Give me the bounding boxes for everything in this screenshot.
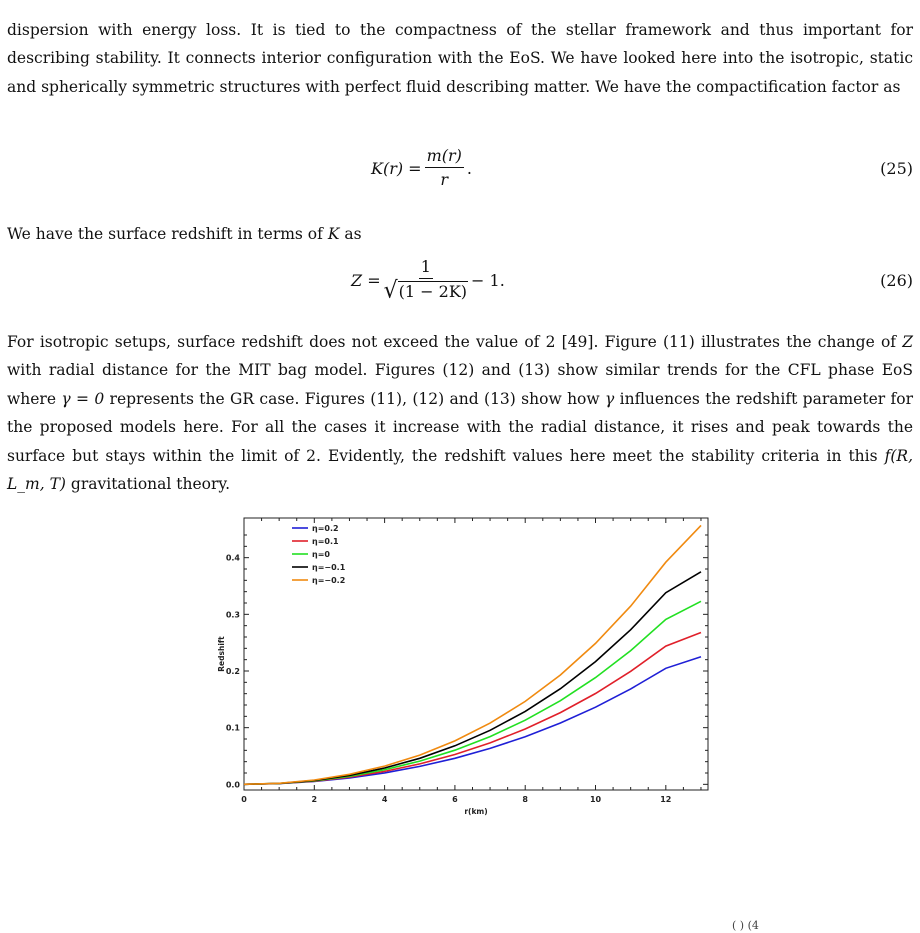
- eq26-numerator: 1: [419, 257, 433, 279]
- p3-text-c: represents the GR case. Figures (11), (12) and (13) show how: [104, 389, 606, 408]
- eq26-fraction: [384, 257, 468, 303]
- page-footer-fragment: ( ) (4: [732, 919, 759, 932]
- x-tick-label: 6: [452, 795, 458, 804]
- series-line: [244, 657, 701, 785]
- legend-label: η=0.1: [312, 537, 339, 546]
- sqrt-sign: √ (1 − 2K): [383, 277, 468, 304]
- p2-pre: We have the surface redshift in terms of: [7, 224, 328, 243]
- paragraph-redshift-intro: [7, 220, 913, 249]
- x-tick-label: 4: [381, 795, 388, 804]
- p3-gamma-eq: γ = 0: [61, 389, 105, 408]
- equation-25: [7, 140, 913, 196]
- eq25-fraction: [425, 146, 464, 191]
- eq25-number: (25): [880, 158, 913, 178]
- eq26-radicand: (1 − 2K): [398, 282, 468, 301]
- eq25-denominator: r: [440, 169, 449, 189]
- paragraph-compactness: dispersion with energy loss. It is tied to the compactness of the stellar framework and thus important for describing stability. It connects interior configuration with the EoS. We have looked here into the isotropic, static and spherically symmetric structures with perfect fluid describing matter. We have the compactification factor as: [7, 20, 913, 96]
- p3-text-d: influences the redshift parameter for the proposed models here. For all the cases it increase with the radial distance, it rises and peak towards the surface but stays within the limit of 2. Evidently, the redshift values here meet the stability criteria in this: [7, 389, 913, 465]
- y-tick-label: 0.4: [225, 553, 240, 563]
- y-tick-label: 0.0: [225, 780, 240, 790]
- paragraph-isotropic-redshift: [7, 328, 913, 499]
- x-tick-label: 8: [522, 795, 529, 804]
- eq25-tail: .: [466, 158, 472, 178]
- series-line: [244, 633, 701, 785]
- redshift-chart: [214, 510, 714, 816]
- y-tick-label: 0.3: [225, 610, 240, 620]
- p3-text-a: For isotropic setups, surface redshift does not exceed the value of 2 [49]. Figure (11) illustrates the change of: [7, 332, 903, 351]
- x-tick-label: 12: [660, 795, 672, 804]
- eq26-lhs: Z =: [351, 270, 381, 290]
- eq26-number: (26): [880, 270, 913, 290]
- x-axis-label: r(km): [464, 807, 488, 816]
- equation-26: [7, 252, 913, 308]
- p3-var-z: Z: [902, 332, 913, 351]
- p3-text-b: with radial distance for the MIT bag model. Figures (12) and (13) show similar trends for the CFL phase EoS where: [7, 361, 913, 408]
- eq25-lhs: K(r) =: [371, 158, 422, 178]
- y-axis-label: Redshift: [217, 636, 226, 672]
- x-tick-label: 0: [241, 795, 247, 804]
- legend-label: η=0: [312, 550, 330, 559]
- p3-theory: f(R, L_m, T): [7, 446, 913, 493]
- redshift-figure: [214, 510, 714, 816]
- p3-text-e: gravitational theory.: [65, 475, 231, 493]
- p2-var: K: [327, 224, 340, 243]
- eq25-numerator: m(r): [425, 146, 464, 168]
- p2-post: as: [339, 224, 362, 243]
- legend-label: η=0.2: [312, 524, 339, 533]
- eq26-tail: − 1.: [471, 270, 505, 290]
- legend-label: η=−0.2: [312, 576, 346, 585]
- p3-gamma: γ: [605, 389, 615, 408]
- y-tick-label: 0.2: [225, 667, 240, 676]
- x-tick-label: 10: [589, 795, 602, 804]
- legend-label: η=−0.1: [312, 563, 346, 572]
- eq26-denominator: [384, 279, 468, 303]
- y-tick-label: 0.1: [225, 723, 240, 733]
- x-tick-label: 2: [311, 795, 318, 804]
